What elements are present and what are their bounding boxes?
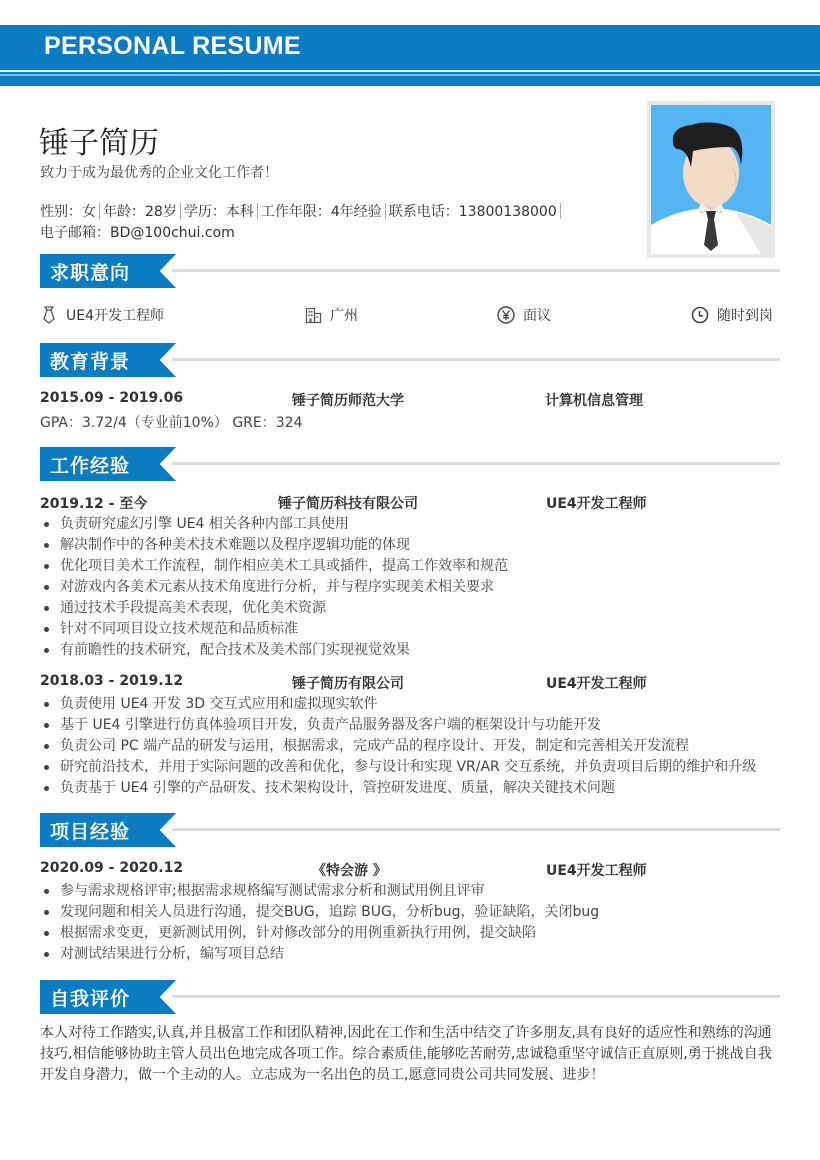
profile-email: 电子邮箱：BD@100chui.com [40, 225, 235, 241]
avatar-image [651, 105, 771, 254]
self-evaluation-text: 本人对待工作踏实,认真,并且极富工作和团队精神,因此在工作和生活中结交了许多朋友,具有良好的适应性和熟练的沟通技巧,相信能够协助主管人员出色地完成各项工作。综合素质佳,能够吃苦耐劳,忠诚稳重坚守诚信正直原则,勇于挑战自我开发自身潜力，做一个主动的人。立志成为一名出色的员工,愿意同贵公司共同发展、进步！ [40, 1025, 772, 1083]
project-role: UE4开发工程师 [546, 863, 647, 879]
section-header-education [40, 343, 176, 377]
list-item: 基于 UE4 引擎进行仿真体验项目开发，负责产品服务器及客户端的框架设计与功能开发 [40, 715, 756, 736]
project-period: 2020.09 - 2020.12 [40, 860, 184, 876]
intent-salary [497, 305, 551, 325]
work-title: UE4开发工程师 [546, 676, 647, 692]
section-divider [172, 358, 780, 361]
list-item: 对测试结果进行分析，编写项目总结 [40, 944, 599, 965]
education-school: 锤子简历师范大学 [292, 393, 404, 409]
work-company: 锤子简历有限公司 [292, 676, 404, 692]
list-item: 优化项目美术工作流程，制作相应美术工具或插件，提高工作效率和规范 [40, 556, 508, 577]
list-item: 对游戏内各美术元素从技术角度进行分析，并与程序实现美术相关要求 [40, 577, 508, 598]
intent-city [304, 305, 358, 325]
project-name: 《特会游 》 [312, 863, 387, 879]
clock-icon [691, 306, 709, 324]
work-duties-list [40, 514, 508, 661]
work-period: 2018.03 - 2019.12 [40, 673, 184, 689]
separator [560, 203, 561, 219]
list-item: 研究前沿技术，并用于实际问题的改善和优化，参与设计和实现 VR/AR 交互系统，并负责项目后期的维护和升级 [40, 757, 756, 778]
intent-position-label: UE4开发工程师 [66, 308, 164, 324]
intent-salary-label: 面议 [523, 308, 551, 324]
section-title: 工作经验 [50, 455, 131, 477]
section-divider [172, 995, 780, 998]
list-item: 负责研究虚幻引擎 UE4 相关各种内部工具使用 [40, 514, 508, 535]
list-item: 通过技术手段提高美术表现，优化美术资源 [40, 598, 508, 619]
section-title: 教育背景 [50, 351, 131, 373]
profile-experience: 工作年限：4年经验 [260, 204, 382, 220]
separator [180, 203, 181, 219]
person-illustration-icon [651, 105, 771, 254]
section-title: 自我评价 [50, 988, 131, 1010]
section-header-intent [40, 254, 176, 288]
education-detail: GPA：3.72/4（专业前10%） GRE：324 [40, 415, 303, 431]
yen-icon [497, 306, 515, 324]
list-item: 解决制作中的各种美术技术难题以及程序逻辑功能的体现 [40, 535, 508, 556]
project-duties-list [40, 881, 599, 965]
profile-age: 年龄：28岁 [103, 204, 177, 220]
section-header-work [40, 447, 176, 481]
section-title: 求职意向 [50, 262, 131, 284]
section-divider [172, 462, 780, 465]
header-title: PERSONAL RESUME [44, 32, 301, 60]
intent-position [40, 305, 164, 325]
section-divider [172, 828, 780, 831]
separator [385, 203, 386, 219]
list-item: 根据需求变更，更新测试用例，针对修改部分的用例重新执行用例，提交缺陷 [40, 923, 599, 944]
work-company: 锤子简历科技有限公司 [278, 496, 418, 512]
separator [257, 203, 258, 219]
tie-icon [40, 306, 58, 324]
education-period: 2015.09 - 2019.06 [40, 390, 184, 406]
profile-gender: 性别：女 [40, 204, 96, 220]
list-item: 负责使用 UE4 开发 3D 交互式应用和虚拟现实软件 [40, 694, 756, 715]
header-banner [0, 25, 820, 70]
education-major: 计算机信息管理 [545, 393, 643, 409]
banner-divider [0, 76, 820, 86]
section-divider [172, 269, 780, 272]
work-period: 2019.12 - 至今 [40, 496, 148, 512]
profile-degree: 学历：本科 [183, 204, 254, 220]
profile-phone: 联系电话：13800138000 [388, 204, 557, 220]
section-title: 项目经验 [50, 821, 131, 843]
building-icon [304, 306, 322, 324]
section-header-self [40, 980, 176, 1014]
section-header-project [40, 813, 176, 847]
profile-basic-info [40, 201, 564, 221]
work-title: UE4开发工程师 [546, 496, 647, 512]
list-item: 负责基于 UE4 引擎的产品研发、技术架构设计，管控研发进度、质量，解决关键技术问题 [40, 778, 756, 799]
avatar [647, 101, 775, 258]
list-item: 有前瞻性的技术研究，配合技术及美术部门实现视觉效果 [40, 640, 508, 661]
separator [99, 203, 100, 219]
work-duties-list [40, 694, 756, 799]
list-item: 参与需求规格评审;根据需求规格编写测试需求分析和测试用例且评审 [40, 881, 599, 902]
intent-availability-label: 随时到岗 [717, 308, 773, 324]
profile-name: 锤子简历 [39, 126, 159, 161]
intent-availability [691, 305, 773, 325]
list-item: 发现问题和相关人员进行沟通，提交BUG，追踪 BUG，分析bug，验证缺陷，关闭bug [40, 902, 599, 923]
list-item: 针对不同项目设立技术规范和品质标准 [40, 619, 508, 640]
profile-motto: 致力于成为最优秀的企业文化工作者！ [40, 165, 278, 181]
list-item: 负责公司 PC 端产品的研发与运用，根据需求，完成产品的程序设计、开发，制定和完善相关开发流程 [40, 736, 756, 757]
intent-city-label: 广州 [330, 308, 358, 324]
